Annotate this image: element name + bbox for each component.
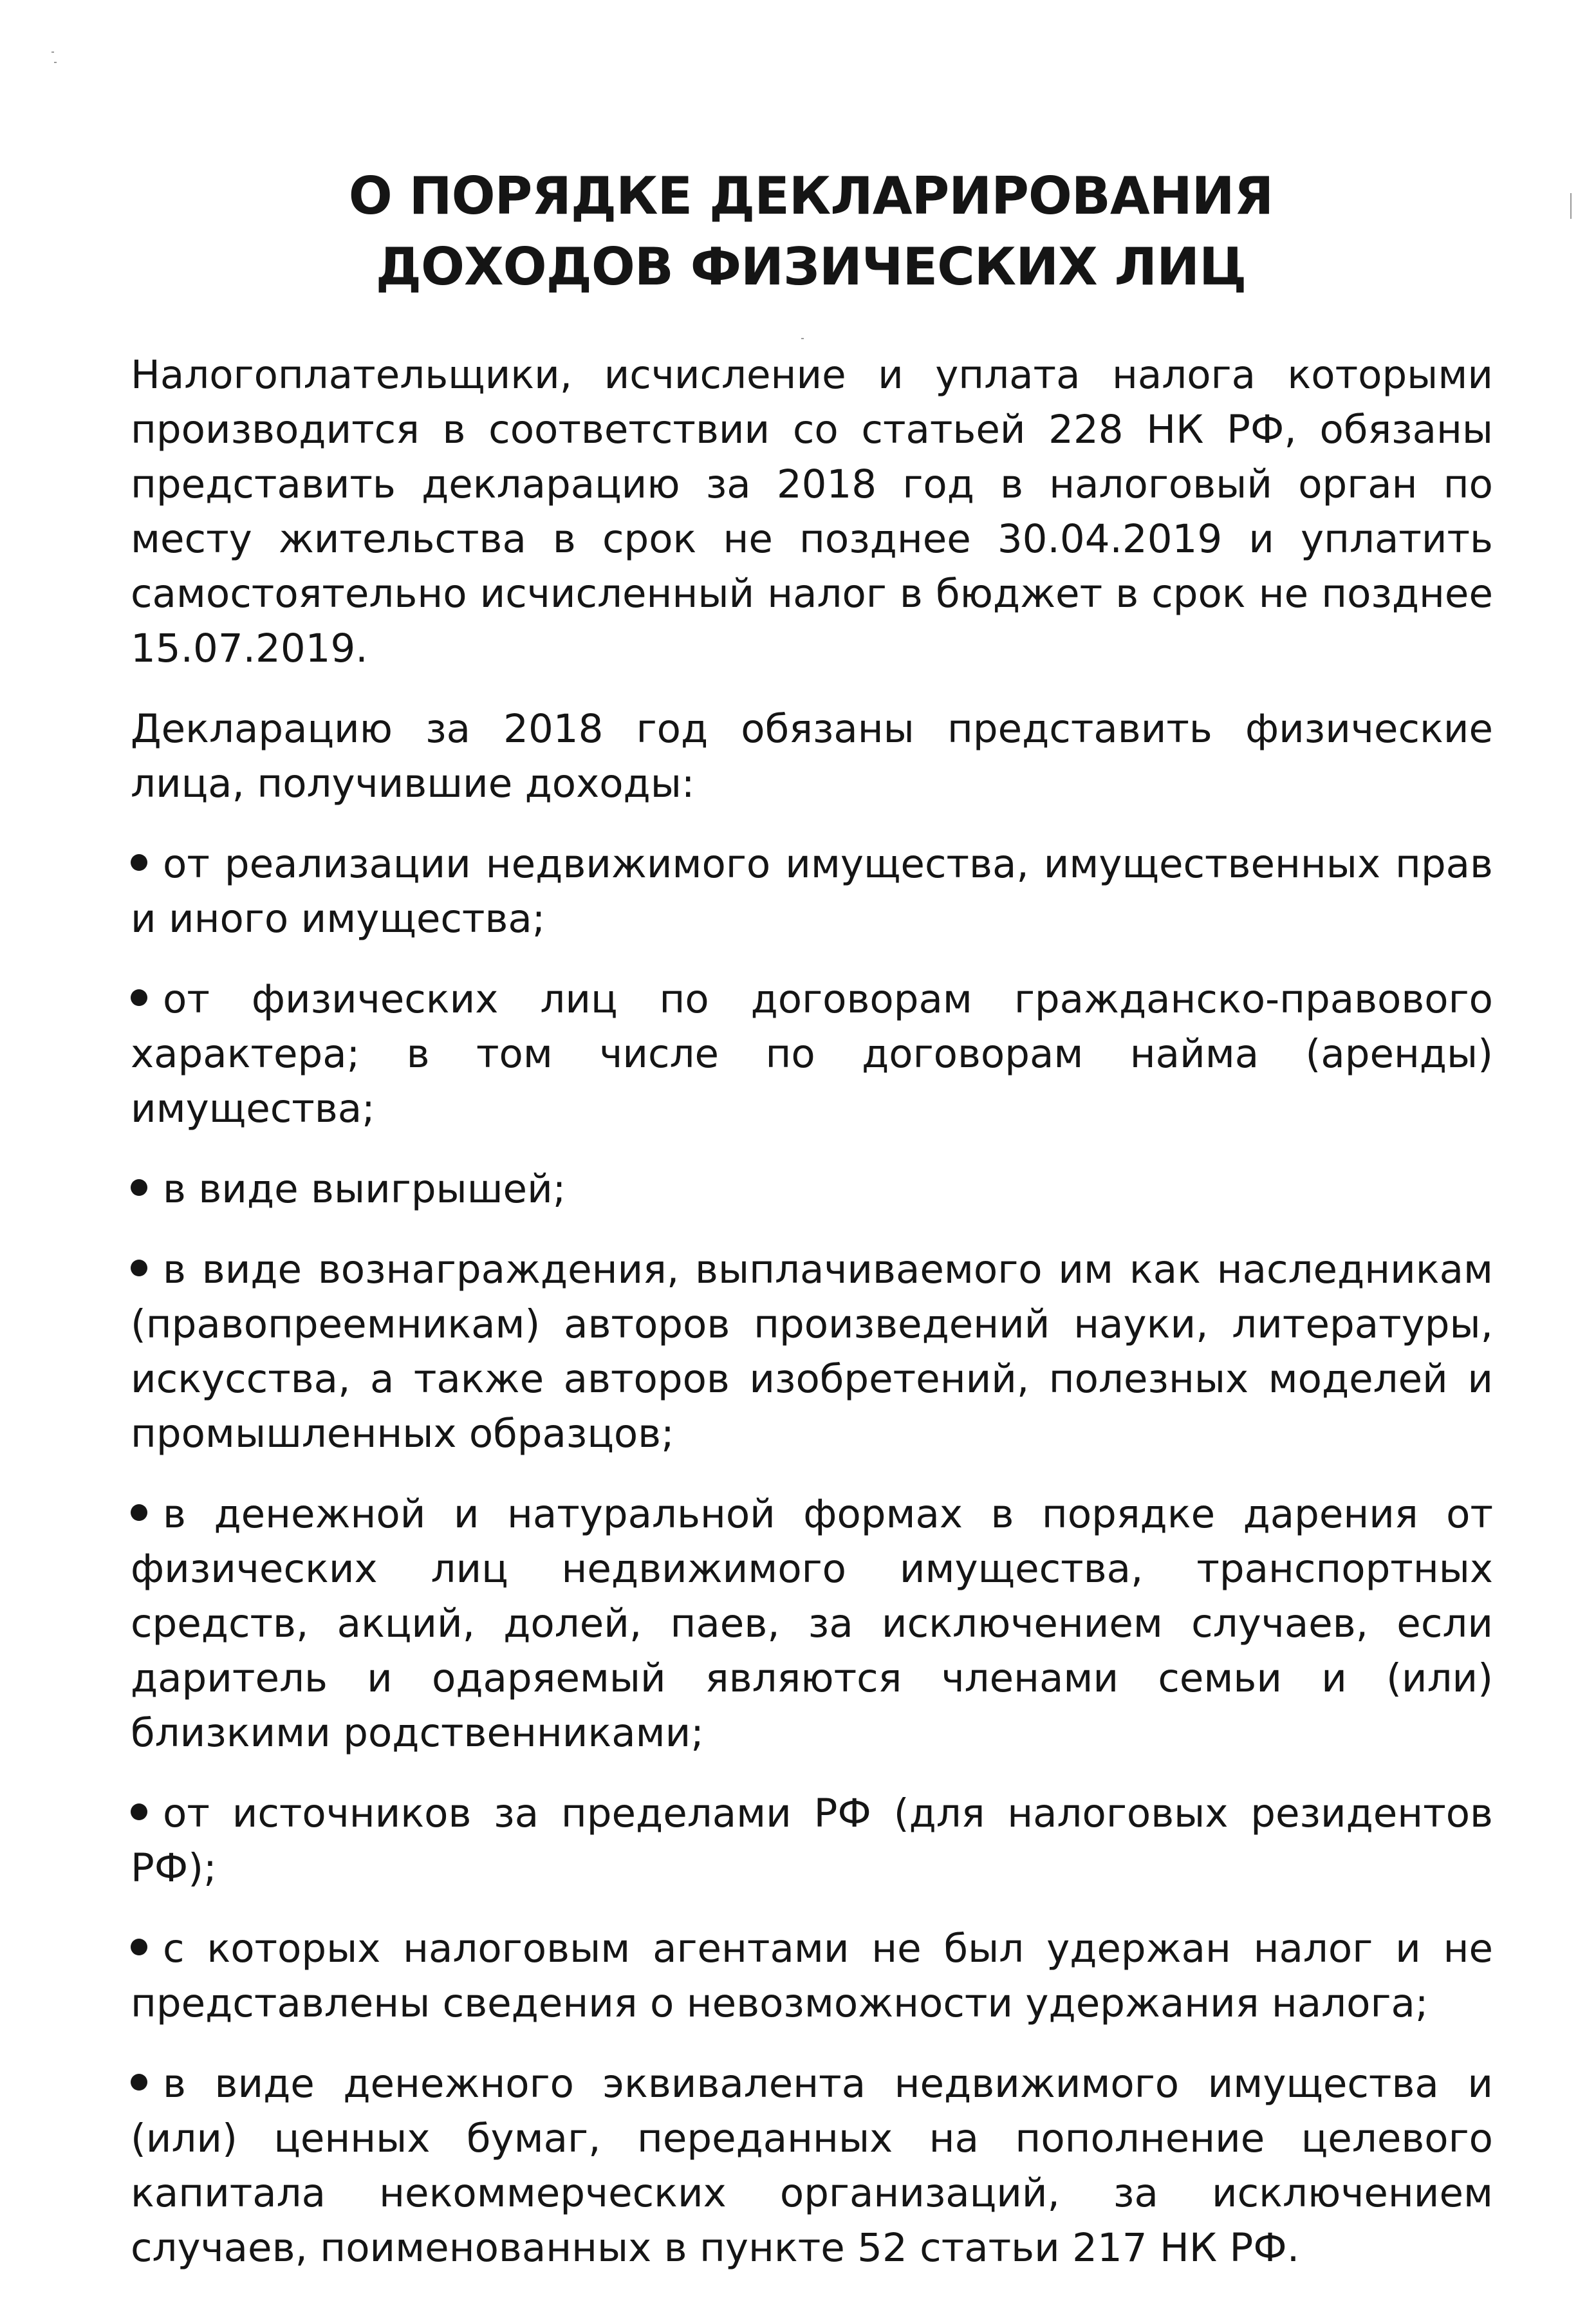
list-item xyxy=(131,1242,1493,1461)
scan-speck xyxy=(51,51,54,53)
bullet-icon xyxy=(131,989,147,1006)
list-item xyxy=(131,972,1493,1136)
intro-paragraph: Налогоплательщики, исчисление и уплата налога которыми производится в соответствии со статьей 228 НК РФ, обязаны представить декларацию за 2018 год в налоговый орган по месту жительства в срок не позднее 30.04.2019 и уплатить самостоятельно исчисленный налог в бюджет в срок не позднее 15.07.2019. xyxy=(131,352,1493,671)
list-item xyxy=(131,2056,1493,2275)
scan-edge-mark xyxy=(1570,193,1572,219)
list-item-text: с которых налоговым агентами не был удержан налог и не представлены сведения о невозможности удержания налога; xyxy=(131,1926,1493,2026)
bullet-icon xyxy=(131,1504,147,1521)
document-body xyxy=(131,348,1493,2301)
document-title xyxy=(129,161,1493,303)
list-item-text: в виде денежного эквивалента недвижимого имущества и (или) ценных бумаг, переданных на пополнение целевого капитала некоммерческих организаций, за исключением случаев, поименованных в пункте 52 статьи 217 НК РФ. xyxy=(131,2061,1493,2271)
bullet-icon xyxy=(131,1803,147,1820)
bullet-icon xyxy=(131,1179,147,1196)
bullet-icon xyxy=(131,854,147,871)
bullet-icon xyxy=(131,1260,147,1276)
list-item-text: от реализации недвижимого имущества, имущественных прав и иного имущества; xyxy=(131,841,1493,942)
list-item xyxy=(131,1162,1493,1216)
scan-speck xyxy=(54,62,57,63)
list-item-text: в виде выигрышей; xyxy=(163,1166,566,1212)
list-item xyxy=(131,1487,1493,1760)
list-item xyxy=(131,837,1493,946)
list-item-text: в денежной и натуральной формах в порядке дарения от физических лиц недвижимого имущества, транспортных средств, акций, долей, паев, за исключением случаев, если даритель и одаряемый являются членами семьи и (или) близкими родственниками; xyxy=(131,1491,1493,1756)
list-item xyxy=(131,1786,1493,1896)
list-item-text: в виде вознаграждения, выплачиваемого им как наследникам (правопреемникам) авторов произведений науки, литературы, искусства, а также авторов изобретений, полезных моделей и промышленных образцов; xyxy=(131,1247,1493,1457)
obligation-paragraph: Декларацию за 2018 год обязаны представить физические лица, получившие доходы: xyxy=(131,706,1493,806)
income-types-list xyxy=(131,837,1493,2275)
document-title-line-1: О ПОРЯДКЕ ДЕКЛАРИРОВАНИЯ xyxy=(348,166,1274,226)
bullet-icon xyxy=(131,1939,147,1955)
scan-speck xyxy=(801,338,804,339)
document-title-line-2: ДОХОДОВ ФИЗИЧЕСКИХ ЛИЦ xyxy=(375,237,1247,297)
list-item-text: от физических лиц по договорам гражданско-правового характера; в том числе по договорам найма (аренды) имущества; xyxy=(131,976,1493,1132)
list-item xyxy=(131,1921,1493,2031)
bullet-icon xyxy=(131,2074,147,2091)
list-item-text: от источников за пределами РФ (для налоговых резидентов РФ); xyxy=(131,1791,1493,1891)
